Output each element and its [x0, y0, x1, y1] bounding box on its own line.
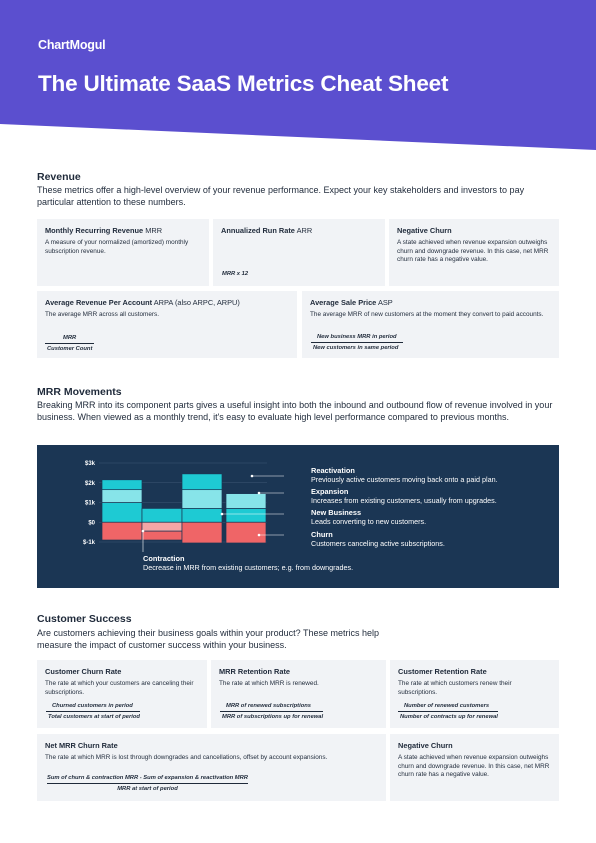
bar-churn — [142, 531, 182, 540]
card-title: Negative Churn — [398, 741, 453, 750]
legend-leader-dot — [251, 475, 254, 478]
formula-numerator: Churned customers in period — [46, 703, 140, 712]
formula-denominator: New customers in same period — [313, 345, 399, 351]
cs-section-title: Customer Success — [37, 613, 132, 625]
card-title: Net MRR Churn Rate — [45, 741, 118, 750]
card-customer-churn-rate — [37, 660, 207, 728]
card-customer-retention-rate — [390, 660, 559, 728]
bar-new-business — [102, 503, 142, 523]
formula-denominator: Total customers at start of period — [48, 714, 140, 720]
bar-contraction — [142, 522, 182, 531]
card-description: The rate at which MRR is lost through downgrades and cancellations, offset by account expansions. — [45, 754, 328, 761]
bar-expansion — [226, 494, 266, 509]
card-arpa — [37, 291, 297, 358]
card-description: The rate at which your customers are canceling their subscriptions. — [45, 680, 194, 696]
bar-reactivation — [182, 474, 222, 490]
card-title: Monthly Recurring Revenue MRR — [45, 226, 163, 235]
mrr-movements-panel — [37, 445, 559, 588]
formula-denominator: MRR of subscriptions up for renewal — [222, 714, 324, 720]
brand-logo[interactable]: ChartMogul — [38, 38, 106, 52]
bar-new-business — [142, 508, 182, 522]
card-description: The average MRR across all customers. — [45, 311, 160, 318]
y-tick-label: $0 — [88, 520, 95, 527]
legend-leader-dot — [142, 530, 145, 533]
bar-expansion — [182, 490, 222, 509]
revenue-section-intro: These metrics offer a high-level overview of your revenue performance. Expect your key stakeholders and investors to pay particular attention to these numbers. — [37, 185, 525, 207]
formula-fraction — [398, 703, 498, 720]
legend-leader-dot — [221, 513, 224, 516]
bar-expansion — [102, 490, 142, 503]
header-banner — [0, 0, 596, 150]
card-description: A measure of your normalized (amortized) monthly subscription revenue. — [45, 239, 189, 255]
legend-leader-dot — [258, 492, 261, 495]
legend-contraction: Contraction Decrease in MRR from existing customers; e.g. from downgrades. — [143, 554, 354, 572]
mrr-section-title: MRR Movements — [37, 386, 122, 398]
card-asp — [302, 291, 559, 358]
bar-churn — [182, 522, 222, 543]
formula-text: MRR x 12 — [222, 271, 249, 277]
card-mrr-retention-rate — [211, 660, 386, 728]
card-net-mrr-churn-rate — [37, 734, 386, 801]
formula-fraction — [47, 775, 248, 792]
card-title: Customer Retention Rate — [398, 667, 487, 676]
formula-fraction — [311, 334, 403, 351]
formula-denominator: Customer Count — [47, 346, 93, 352]
card-description: A state achieved when revenue expansion outweighs churn and downgrade revenue. In this case, net MRR churn rate has a negative value. — [397, 239, 549, 263]
formula-denominator: Number of contracts up for renewal — [400, 714, 498, 720]
formula-denominator: MRR at start of period — [117, 786, 178, 792]
card-description: A state achieved when revenue expansion outweighs churn and downgrade revenue. In this case, net MRR churn rate has a negative value. — [398, 754, 550, 778]
bar-new-business — [182, 508, 222, 522]
formula-fraction — [220, 703, 323, 720]
formula-fraction — [45, 335, 94, 352]
legend-expansion: Expansion Increases from existing customers, usually from upgrades. — [311, 487, 497, 505]
revenue-section-title: Revenue — [37, 171, 81, 183]
card-title: Annualized Run Rate ARR — [221, 226, 313, 235]
formula-fraction — [46, 703, 140, 720]
legend-churn: Churn Customers canceling active subscriptions. — [311, 530, 445, 548]
mrr-section-intro: Breaking MRR into its component parts gives a useful insight into both the inbound and outbound flow of revenue involved in your business. When viewed as a monthly trend, it's easy to evaluate high level performance compared to previous months. — [37, 400, 553, 422]
formula-numerator: MRR of renewed subscriptions — [220, 703, 323, 712]
page-title: The Ultimate SaaS Metrics Cheat Sheet — [38, 71, 449, 96]
formula-numerator: Sum of churn & contraction MRR - Sum of expansion & reactivation MRR — [47, 775, 248, 784]
bar-churn — [226, 522, 266, 543]
bar-reactivation — [102, 480, 142, 490]
formula-numerator: Number of renewed customers — [398, 703, 498, 712]
card-mrr — [37, 219, 209, 286]
card-description: The rate at which customers renew their subscriptions. — [398, 680, 512, 696]
card-description: The rate at which MRR is renewed. — [219, 680, 319, 687]
y-tick-label: $3k — [84, 461, 95, 468]
formula-numerator: MRR — [45, 335, 94, 344]
card-title: Negative Churn — [397, 226, 452, 235]
bar-new-business — [226, 508, 266, 522]
card-title: Average Revenue Per Account ARPA (also ARPC, ARPU) — [45, 298, 240, 307]
y-tick-label: $2k — [84, 480, 95, 487]
legend-reactivation: Reactivation Previously active customers moving back onto a paid plan. — [311, 466, 498, 484]
card-negative-churn — [389, 219, 559, 286]
legend-new-business: New Business Leads converting to new customers. — [311, 508, 427, 526]
card-title: Customer Churn Rate — [45, 667, 122, 676]
card-title: MRR Retention Rate — [219, 667, 291, 676]
formula-numerator: New business MRR in period — [311, 334, 403, 343]
legend-leader-dot — [258, 534, 261, 537]
y-tick-label: $1k — [84, 500, 95, 507]
cs-section-intro: Are customers achieving their business goals within your product? These metrics help measure the impact of customer success within your business. — [37, 628, 379, 650]
card-arr — [213, 219, 385, 286]
card-title: Average Sale Price ASP — [310, 298, 393, 307]
card-negative-churn-cs — [390, 734, 559, 801]
bar-churn — [102, 522, 142, 540]
y-tick-label: $-1k — [82, 540, 95, 547]
card-description: The average MRR of new customers at the moment they convert to paid accounts. — [310, 311, 544, 318]
